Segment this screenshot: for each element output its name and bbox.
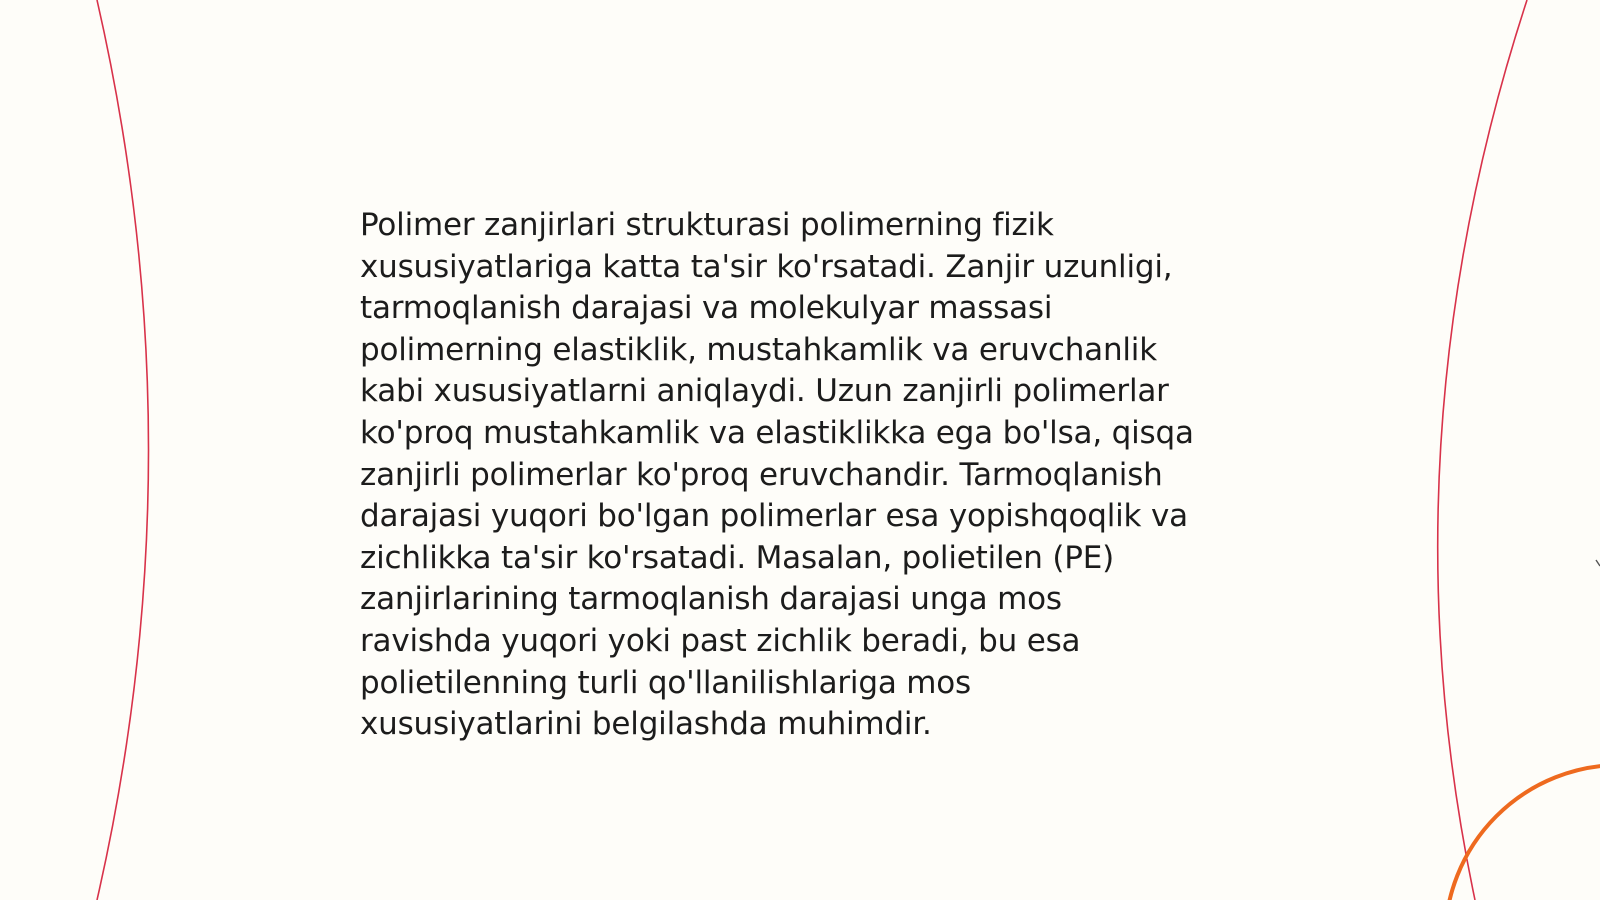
paragraph-line: zanjirli polimerlar ko'proq eruvchandir. Tarmoqlanish bbox=[360, 456, 1163, 493]
right-arc bbox=[1438, 0, 1527, 900]
paragraph-line: kabi xususiyatlarni aniqlaydi. Uzun zanjirli polimerlar bbox=[360, 373, 1169, 410]
paragraph-line: ko'proq mustahkamlik va elastiklikka ega bo'lsa, qisqa bbox=[360, 414, 1194, 451]
paragraph-line: tarmoqlanish darajasi va molekulyar massasi bbox=[360, 290, 1053, 327]
paragraph-line: polietilenning turli qo'llanilishlariga mos bbox=[360, 664, 971, 701]
paragraph-line: darajasi yuqori bo'lgan polimerlar esa yopishqoqlik va bbox=[360, 498, 1188, 535]
paragraph-line: ravishda yuqori yoki past zichlik beradi, bu esa bbox=[360, 622, 1081, 659]
paragraph-line: Polimer zanjirlari strukturasi polimerning fizik bbox=[360, 207, 1054, 243]
orange-circle-arc bbox=[1445, 765, 1600, 900]
paragraph-line: xususiyatlariga katta ta'sir ko'rsatadi. Zanjir uzunligi, bbox=[360, 248, 1173, 285]
body-paragraph bbox=[360, 205, 1260, 746]
paragraph-line: zanjirlarining tarmoqlanish darajasi unga mos bbox=[360, 581, 1062, 618]
edge-mark bbox=[1596, 560, 1600, 566]
left-arc bbox=[97, 0, 149, 900]
paragraph-line: zichlikka ta'sir ko'rsatadi. Masalan, polietilen (PE) bbox=[360, 539, 1115, 576]
paragraph-line: xususiyatlarini belgilashda muhimdir. bbox=[360, 706, 932, 743]
paragraph-line: polimerning elastiklik, mustahkamlik va eruvchanlik bbox=[360, 331, 1157, 368]
